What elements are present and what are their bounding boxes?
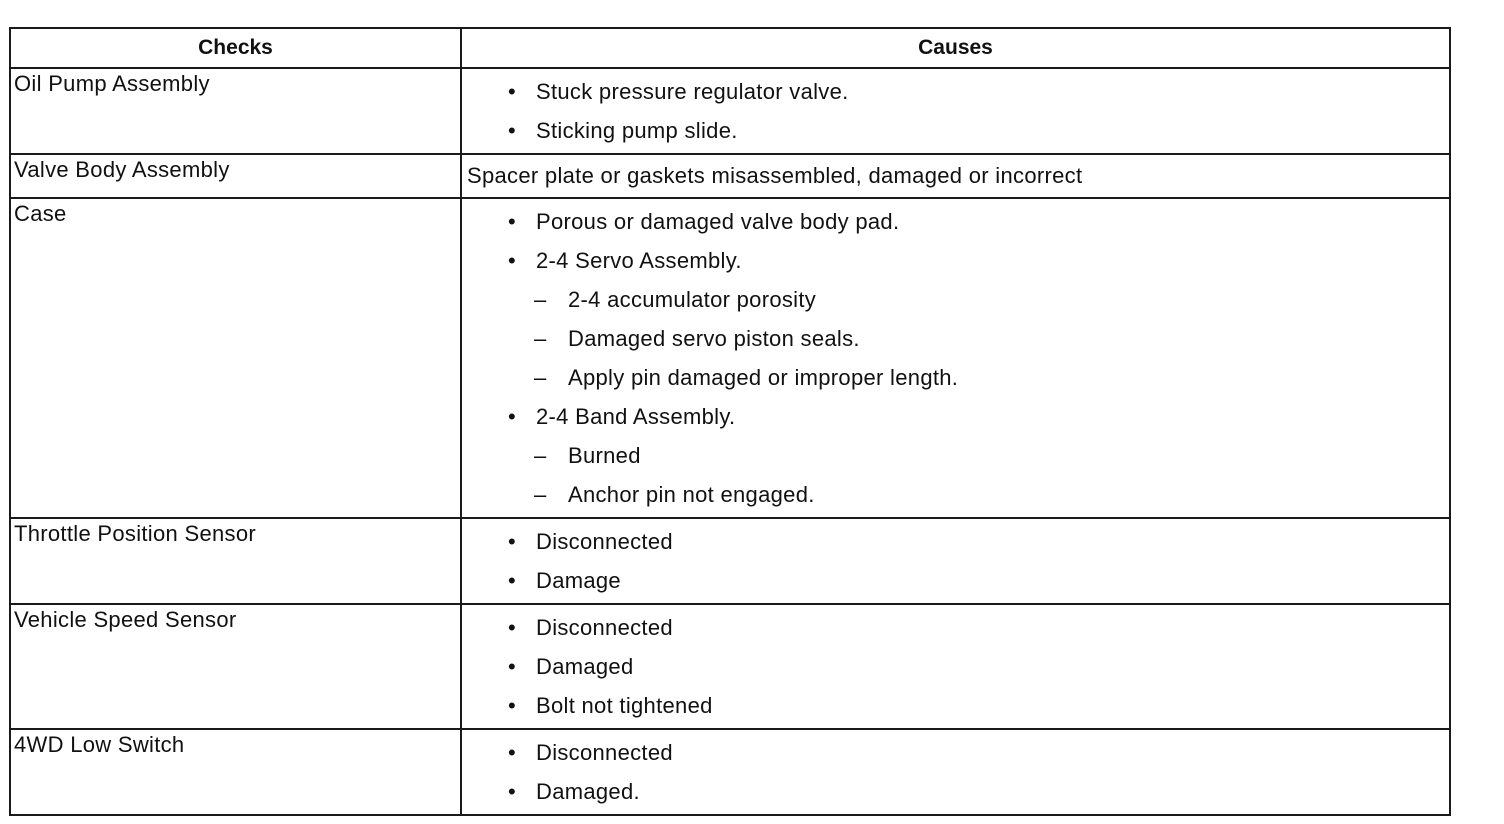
cause-text: Damage — [536, 568, 621, 593]
check-label: 4WD Low Switch — [14, 732, 185, 757]
bullet-icon: • — [508, 404, 517, 429]
cause-text: Damaged — [536, 654, 634, 679]
cause-item — [462, 647, 1449, 686]
cause-text: Porous or damaged valve body pad. — [536, 209, 900, 234]
bullet-icon: • — [508, 740, 517, 765]
check-label: Case — [14, 201, 67, 226]
bullet-icon: • — [508, 529, 517, 554]
cause-subitem — [462, 358, 1449, 397]
cause-item — [462, 241, 1449, 280]
causes-cell — [461, 154, 1450, 198]
check-label: Throttle Position Sensor — [14, 521, 256, 546]
checks-causes-table — [9, 27, 1451, 816]
cause-item — [462, 111, 1449, 150]
check-label: Oil Pump Assembly — [14, 71, 210, 96]
check-cell — [10, 198, 461, 518]
cause-text: Apply pin damaged or improper length. — [568, 365, 959, 390]
cause-item — [462, 397, 1449, 436]
cause-text: Disconnected — [536, 529, 673, 554]
cause-text: 2-4 Servo Assembly. — [536, 248, 742, 273]
check-cell — [10, 154, 461, 198]
cause-item — [462, 733, 1449, 772]
cause-text: Disconnected — [536, 615, 673, 640]
cause-subitem — [462, 475, 1449, 514]
cause-text: Damaged servo piston seals. — [568, 326, 860, 351]
cause-subitem — [462, 436, 1449, 475]
table-row — [10, 154, 1450, 198]
dash-icon: – — [534, 443, 547, 468]
cause-item — [462, 202, 1449, 241]
table-row — [10, 729, 1450, 815]
dash-icon: – — [534, 482, 547, 507]
causes-cell — [461, 604, 1450, 729]
cause-text: Bolt not tightened — [536, 693, 713, 718]
cause-text: Stuck pressure regulator valve. — [536, 79, 849, 104]
dash-icon: – — [534, 365, 547, 390]
table-body — [10, 68, 1450, 815]
check-cell — [10, 518, 461, 604]
cause-text: 2-4 accumulator porosity — [568, 287, 817, 312]
causes-column-header: Causes — [461, 28, 1450, 68]
cause-text: Spacer plate or gaskets misassembled, damaged or incorrect — [467, 163, 1083, 188]
table-row — [10, 68, 1450, 154]
check-cell — [10, 604, 461, 729]
bullet-icon: • — [508, 693, 517, 718]
check-label: Vehicle Speed Sensor — [14, 607, 237, 632]
bullet-icon: • — [508, 209, 517, 234]
cause-item — [462, 561, 1449, 600]
causes-cell — [461, 518, 1450, 604]
check-cell — [10, 729, 461, 815]
table-row — [10, 604, 1450, 729]
cause-item — [462, 158, 1449, 194]
bullet-icon: • — [508, 779, 517, 804]
bullet-icon: • — [508, 248, 517, 273]
table-row — [10, 198, 1450, 518]
cause-text: Damaged. — [536, 779, 640, 804]
cause-text: Sticking pump slide. — [536, 118, 738, 143]
cause-item — [462, 772, 1449, 811]
bullet-icon: • — [508, 615, 517, 640]
cause-item — [462, 72, 1449, 111]
causes-cell — [461, 729, 1450, 815]
cause-item — [462, 522, 1449, 561]
check-label: Valve Body Assembly — [14, 157, 230, 182]
bullet-icon: • — [508, 568, 517, 593]
checks-column-header: Checks — [10, 28, 461, 68]
bullet-icon: • — [508, 79, 517, 104]
cause-text: 2-4 Band Assembly. — [536, 404, 736, 429]
bullet-icon: • — [508, 118, 517, 143]
cause-text: Burned — [568, 443, 641, 468]
cause-text: Anchor pin not engaged. — [568, 482, 815, 507]
causes-cell — [461, 198, 1450, 518]
cause-item — [462, 608, 1449, 647]
dash-icon: – — [534, 287, 547, 312]
cause-item — [462, 686, 1449, 725]
check-cell — [10, 68, 461, 154]
cause-subitem — [462, 319, 1449, 358]
causes-cell — [461, 68, 1450, 154]
table-header-row — [10, 28, 1450, 68]
dash-icon: – — [534, 326, 547, 351]
table-row — [10, 518, 1450, 604]
bullet-icon: • — [508, 654, 517, 679]
cause-subitem — [462, 280, 1449, 319]
cause-text: Disconnected — [536, 740, 673, 765]
